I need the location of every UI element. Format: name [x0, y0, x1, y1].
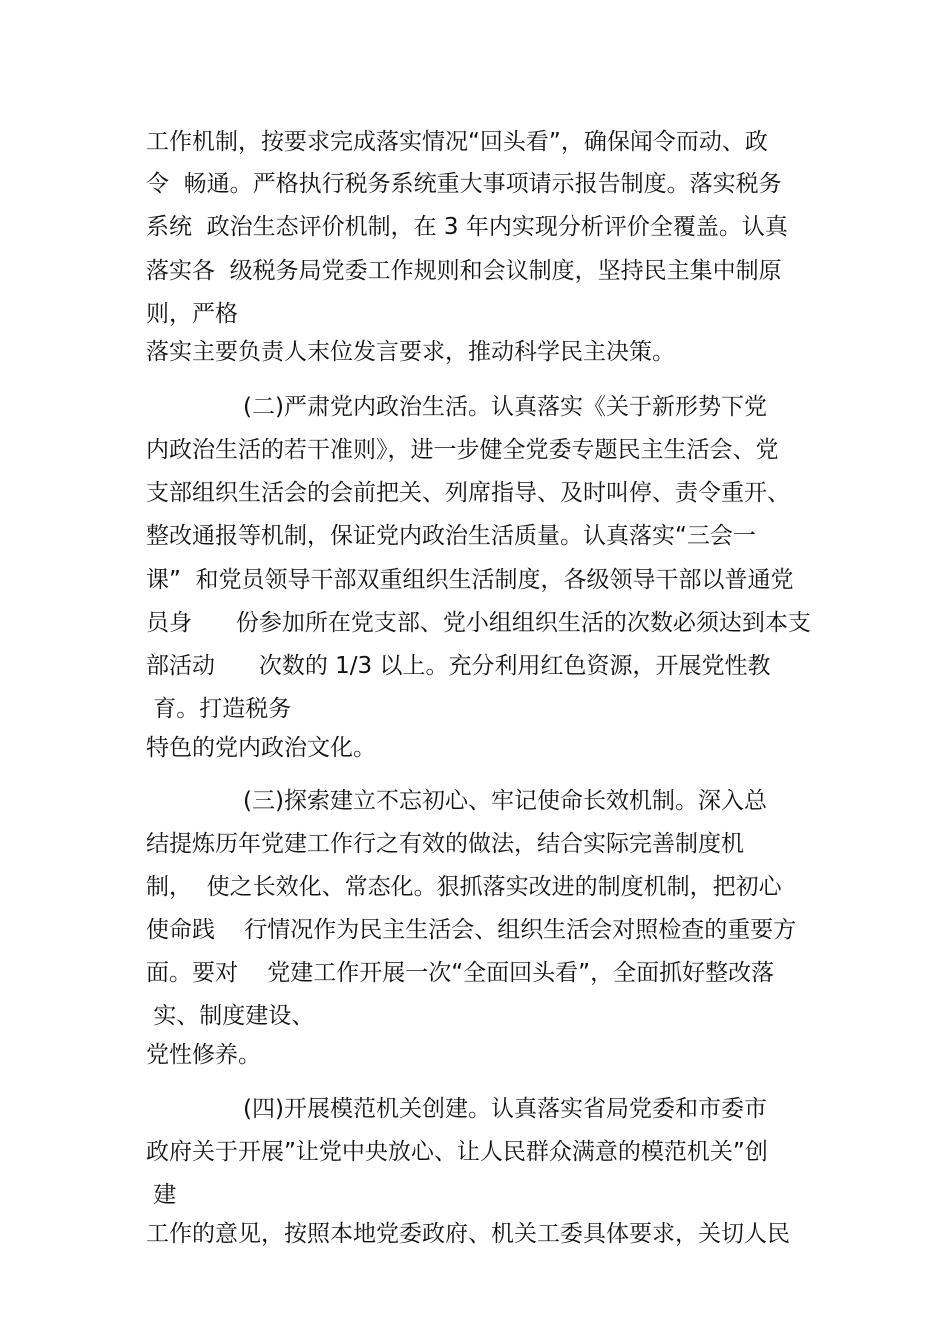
- paragraph-heading-4: (四)开展模范机关创建。认真落实省局党委和市委市: [243, 1096, 767, 1122]
- text-line: 结提炼历年党建工作行之有效的做法，结合实际完善制度机: [146, 831, 744, 857]
- text-line: 育。打造税务: [146, 696, 292, 722]
- text-line: 党性修养。: [146, 1042, 261, 1068]
- text-line: 系统 政治生态评价机制，在 3 年内实现分析评价全覆盖。认真: [146, 214, 788, 240]
- text-line: 课” 和党员领导干部双重组织生活制度，各级领导干部以普通党: [146, 567, 794, 593]
- text-line: 工作机制，按要求完成落实情况“回头看”，确保闻令而动、政: [146, 129, 768, 155]
- text-line: 则，严格: [146, 301, 238, 327]
- text-line: 实、制度建设、: [146, 1003, 315, 1029]
- text-line: 特色的党内政治文化。: [146, 735, 376, 761]
- text-line: 落实主要负责人末位发言要求，推动科学民主决策。: [146, 339, 675, 365]
- paragraph-heading-3: (三)探索建立不忘初心、牢记使命长效机制。深入总: [243, 788, 767, 814]
- text-line: 令 畅通。严格执行税务系统重大事项请示报告制度。落实税务: [146, 171, 782, 197]
- text-line: 内政治生活的若干准则》，进一步健全党委专题民主生活会、党: [146, 437, 779, 463]
- text-line: 工作的意见，按照本地党委政府、机关工委具体要求，关切人民: [146, 1221, 790, 1247]
- text-line: 建: [146, 1182, 177, 1208]
- text-line: 员身 份参加所在党支部、党小组组织生活的次数必须达到本支: [146, 610, 811, 636]
- text-line: 落实各 级税务局党委工作规则和会议制度，坚持民主集中制原: [146, 258, 782, 284]
- text-line: 面。要对 党建工作开展一次“全面回头看”，全面抓好整改落: [146, 960, 775, 986]
- text-line: 使命践 行情况作为民主生活会、组织生活会对照检查的重要方: [146, 917, 797, 943]
- text-line: 支部组织生活会的会前把关、列席指导、及时叫停、责令重开、: [146, 480, 790, 506]
- text-line: 整改通报等机制，保证党内政治生活质量。认真落实“三会一: [146, 523, 756, 549]
- text-line: 政府关于开展”让党中央放心、让人民群众满意的模范机关”创: [146, 1139, 768, 1165]
- text-line: 制， 使之长效化、常态化。狠抓落实改进的制度机制，把初心: [146, 874, 782, 900]
- text-line: 部活动 次数的 1/3 以上。充分利用红色资源，开展党性教: [146, 653, 771, 679]
- paragraph-heading-2: (二)严肃党内政治生活。认真落实《关于新形势下党: [243, 394, 767, 420]
